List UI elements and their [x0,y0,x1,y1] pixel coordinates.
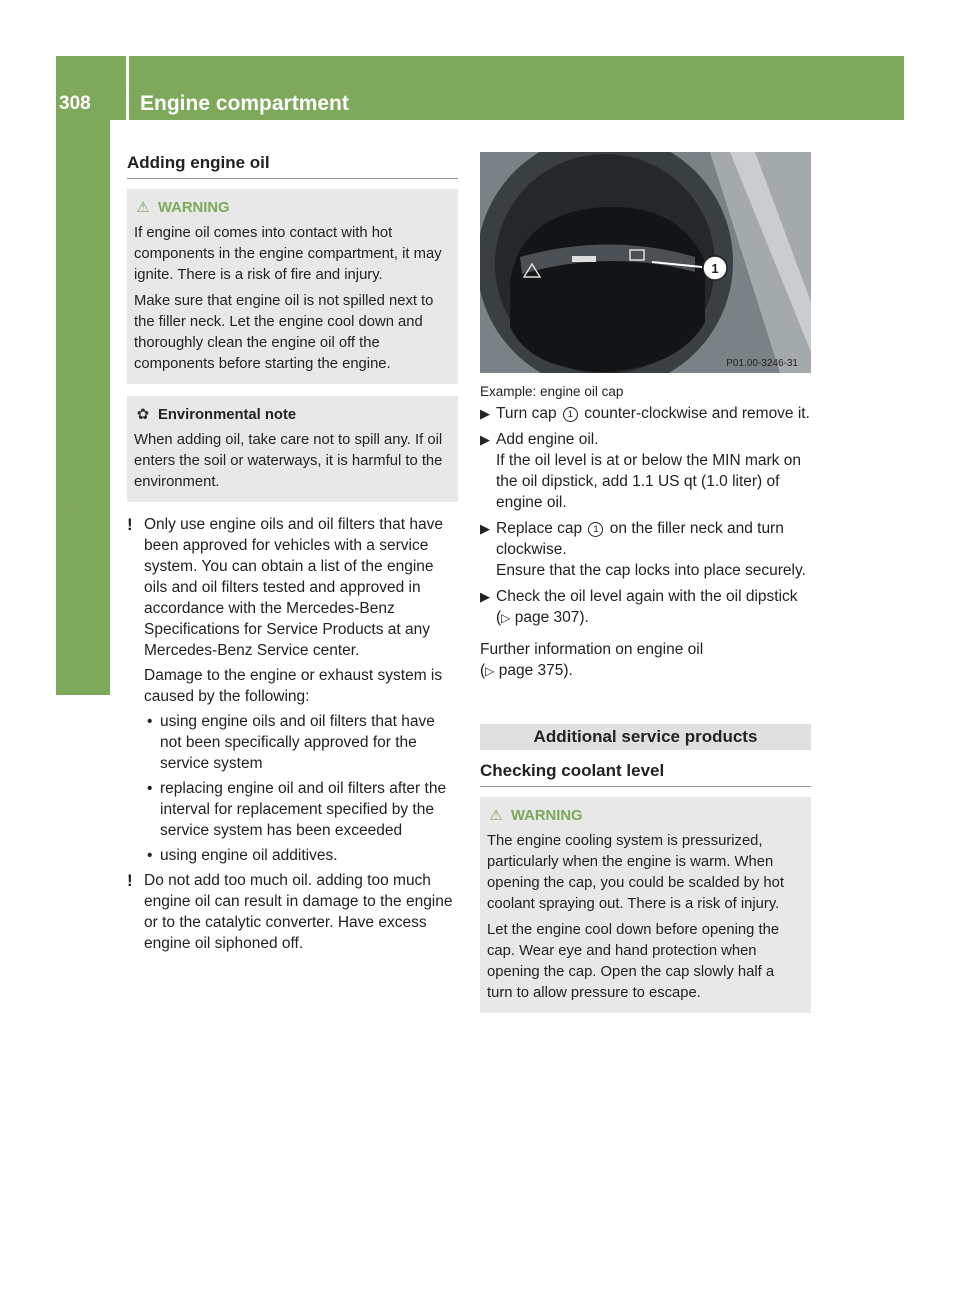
image-label: P01.00-3246-31 [726,358,798,369]
step-arrow-icon: ▶ [480,521,490,536]
image-callout-1: 1 [711,261,719,276]
section-heading-additional-products: Additional service products [480,724,811,750]
section-title-coolant: Checking coolant level [480,760,811,787]
bullet-icon: • [147,713,153,730]
list-item: • using engine oils and oil filters that have not been specifically approved for the service system [147,713,435,772]
page-title: Engine compartment [140,92,349,115]
left-column [127,152,458,958]
step-check-level: ▶ Check the oil level again with the oil dipstick (▷ page 307). [480,588,798,626]
notice-text: Only use engine oils and oil filters that have been approved for vehicles with a service system. You can obtain a list of the engine oils and oil filters tested and approved in accordance with the Mercedes-Benz Specifications for Service Products at any Mercedes-Benz Service center. [144,516,443,659]
warning-triangle-icon: ⚠ [136,200,150,216]
environment-heading: Environmental note [158,407,297,423]
header-divider [126,56,129,120]
warning-box [127,189,458,384]
side-label: Maintenance and care [69,279,96,521]
environment-text: When adding oil, take care not to spill any. If oil enters the soil or waterways, it is harmful to the environment. [134,432,443,490]
page-number: 308 [59,93,91,114]
notice-too-much-oil [127,870,458,954]
step-turn-cap: ▶ Turn cap 1 counter-clockwise and remove it. [480,405,810,422]
step-arrow-icon: ▶ [480,406,490,421]
notice-approved-oils [127,514,458,661]
callout-1-icon: 1 [563,407,578,422]
oil-cap-illustration [480,152,811,373]
list-item: • using engine oil additives. [147,847,338,864]
warning-heading: WARNING [511,808,583,824]
step-add-oil: ▶ Add engine oil. If the oil level is at or below the MIN mark on the oil dipstick, add 1.1 US qt (1.0 liter) of engine oil. [480,431,801,511]
coolant-warning-text-1: The engine cooling system is pressurized, particularly when the engine is warm. When opening the cap, you could be scalded by hot coolant spraying out. There is a risk of injury. [487,833,784,912]
warning-heading: WARNING [158,200,230,216]
list-item: • replacing engine oil and oil filters after the interval for replacement specified by the service system has been exceeded [147,780,447,839]
bullet-icon: • [147,780,153,797]
environment-note-box [127,396,458,502]
warning-triangle-icon: ⚠ [489,808,503,824]
step-arrow-icon: ▶ [480,589,490,604]
environment-icon: ✿ [136,407,150,423]
step-arrow-icon: ▶ [480,432,490,447]
coolant-warning-text-2: Let the engine cool down before opening the cap. Wear eye and hand protection when opening the cap. Open the cap slowly half a turn to allow pressure to escape. [487,922,780,1001]
notice-text: Do not add too much oil. adding too much engine oil can result in damage to the engine or to the catalytic converter. Have excess engine oil siphoned off. [144,872,453,952]
page-link-307[interactable]: page 307). [510,609,589,626]
image-caption: Example: engine oil cap [480,384,624,399]
step-replace-cap: ▶ Replace cap 1 on the filler neck and turn clockwise. Ensure that the cap locks into place securely. [480,520,806,579]
damage-intro: Damage to the engine or exhaust system is caused by the following: [144,667,443,705]
page-reference-icon: ▷ [485,664,495,678]
warning-text-2: Make sure that engine oil is not spilled next to the filler neck. Let the engine cool down and thoroughly clean the engine oil off the components before starting the engine. [134,293,434,372]
warning-text-1: If engine oil comes into contact with hot components in the engine compartment, it may ignite. There is a risk of fire and injury. [134,225,442,283]
section-title-adding-oil: Adding engine oil [127,152,458,179]
engine-oil-cap-photo [480,152,811,373]
bullet-icon: • [147,847,153,864]
callout-1-icon: 1 [588,522,603,537]
page-reference-icon: ▷ [501,611,511,625]
right-column [480,152,811,1025]
exclamation-icon: ! [127,515,133,534]
further-info: Further information on engine oil (▷ page 375). [480,641,704,679]
coolant-warning-box [480,797,811,1013]
page-link-375[interactable]: page 375). [494,662,573,679]
exclamation-icon: ! [127,871,133,890]
